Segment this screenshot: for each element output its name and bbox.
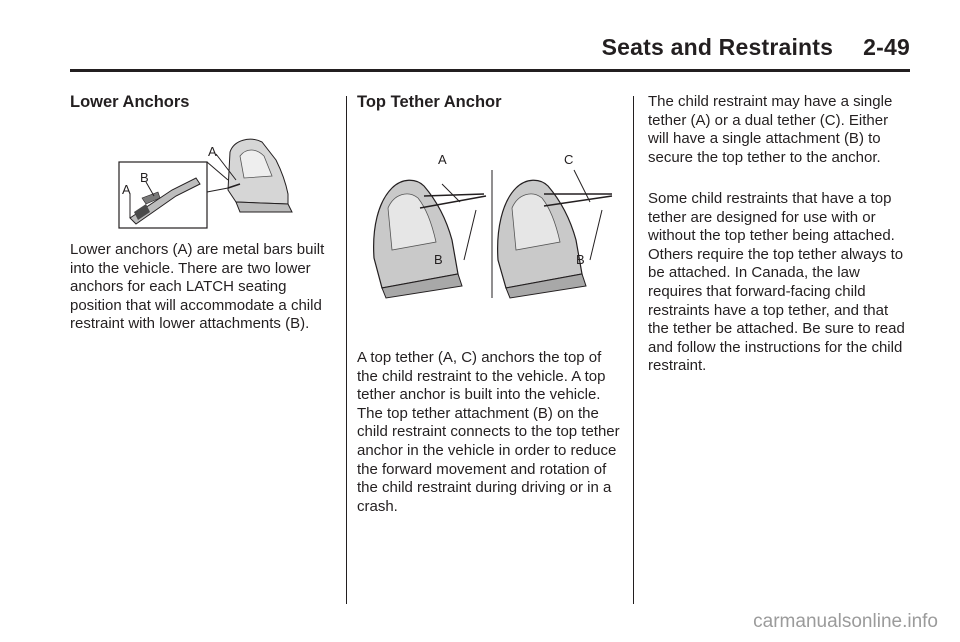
page-number: 2-49: [863, 34, 910, 60]
figure-label-b: B: [140, 170, 149, 185]
column-divider-right: [633, 96, 634, 604]
watermark: carmanualsonline.info: [753, 611, 938, 632]
column-divider-left: [346, 96, 347, 604]
figure-label-a: A: [122, 182, 131, 197]
tether-requirements-paragraph: Some child restraints that have a top tether are designed for use with or without the top tether being attached. Others require the top tether always to be attached. In Canada, the law requires that forward-facing child restraints have a top tether, and that the tether be attached. Be sure to read and follow the instructions for the child restraint.: [648, 190, 905, 375]
section-title: Seats and Restraints: [601, 34, 834, 60]
figure-label-a: A: [438, 152, 447, 167]
header-title: [602, 34, 910, 61]
figure-label-b: B: [576, 252, 585, 267]
header-rule: [70, 69, 910, 72]
figure-label-c: C: [564, 152, 574, 167]
lower-anchors-illustration: [116, 132, 300, 232]
figure-label-b: B: [434, 252, 443, 267]
top-tether-paragraph: A top tether (A, C) anchors the top of the child restraint to the vehicle. A top tether anchor is built into the vehicle. The top tether attachment (B) on the child restraint connects to the top tether anchor in the vehicle in order to reduce the forward movement and rotation of the child restraint during driving or in a crash.: [357, 349, 620, 515]
lower-anchors-paragraph: Lower anchors (A) are metal bars built into the vehicle. There are two lower anchors for each LATCH seating position that will accommodate a child restraint with lower attachments (B).: [70, 241, 325, 333]
top-tether-illustration: [368, 148, 620, 300]
top-tether-anchor-heading: Top Tether Anchor: [357, 93, 502, 111]
lower-anchors-heading: Lower Anchors: [70, 93, 190, 111]
page-header: [70, 34, 910, 64]
figure-label-a: A: [208, 144, 217, 159]
tether-types-paragraph: The child restraint may have a single tether (A) or a dual tether (C). Either will have a single attachment (B) to secure the top tether to the anchor.: [648, 93, 893, 166]
